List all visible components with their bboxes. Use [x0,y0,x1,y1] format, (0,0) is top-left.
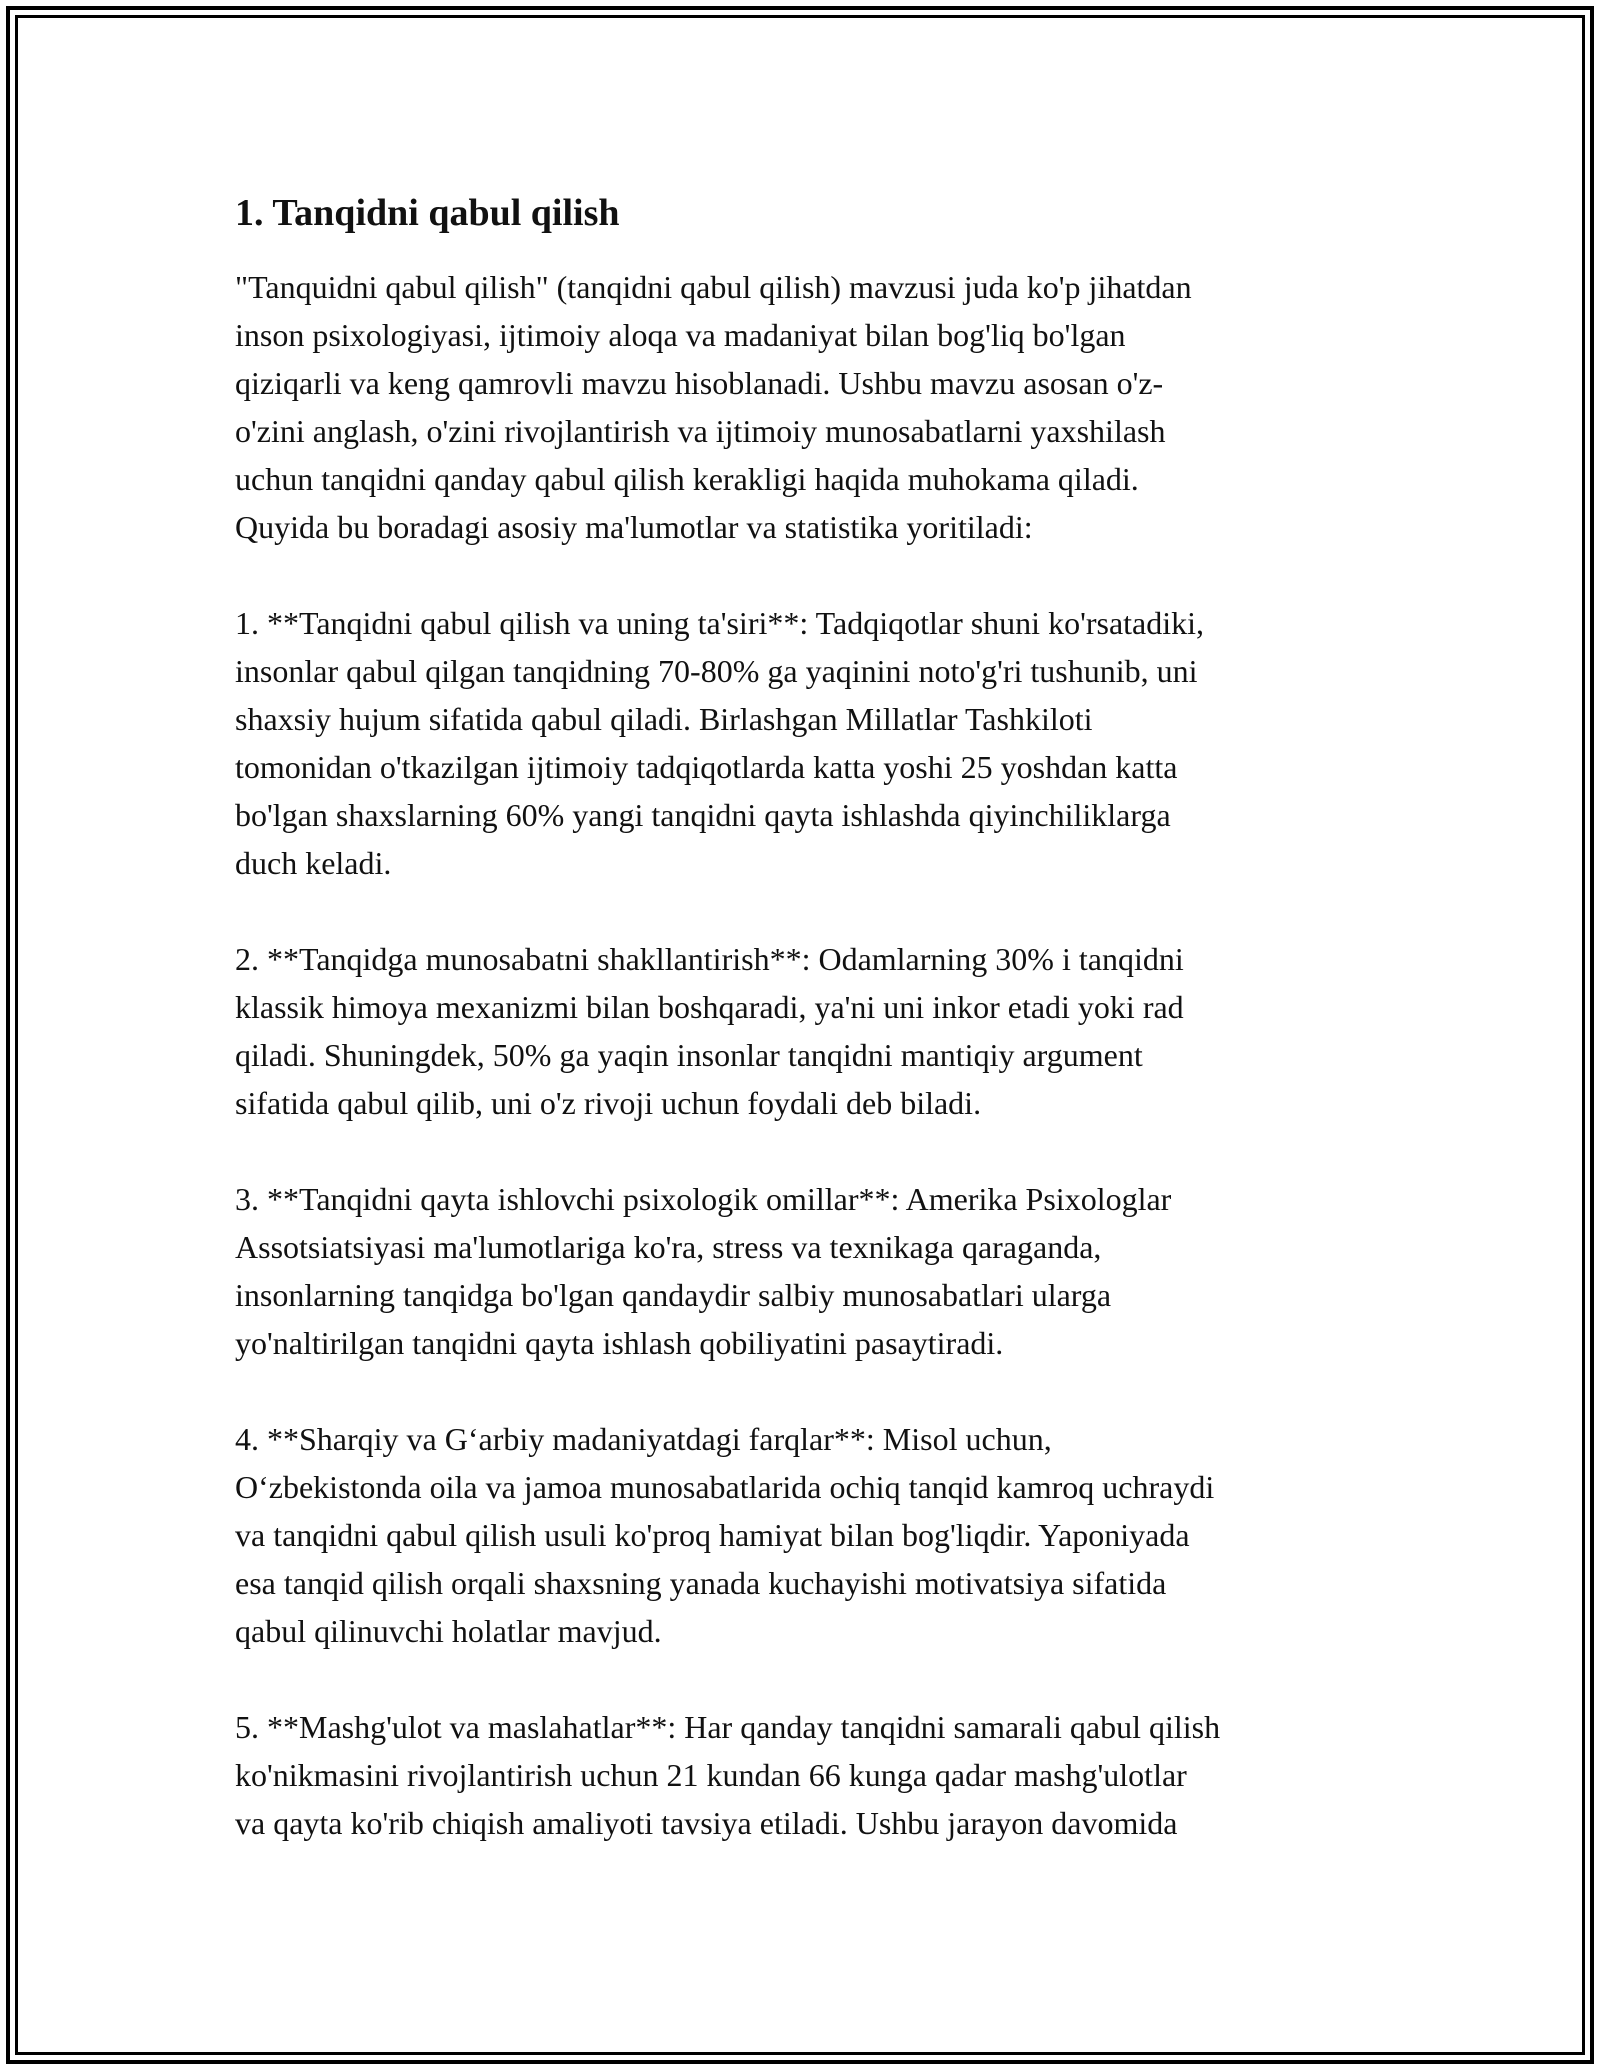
point-2-paragraph: 2. **Tanqidga munosabatni shakllantirish**: Odamlarning 30% i tanqidni klassik himoya mexanizmi bilan boshqaradi, ya'ni uni inkor etadi yoki rad qiladi. Shuningdek, 50% ga yaqin insonlar tanqidni mantiqiy argument sifatida qabul qilib, uni o'z rivoji uchun foydali deb biladi. [235,941,1184,1121]
section-heading: 1. Tanqidni qabul qilish [235,192,620,234]
point-4-paragraph: 4. **Sharqiy va G‘arbiy madaniyatdagi farqlar**: Misol uchun, O‘zbekistonda oila va jamoa munosabatlarida ochiq tanqid kamroq uchraydi va tanqidni qabul qilish usuli ko'proq hamiyat bilan bog'liqdir. Yaponiyada esa tanqid qilish orqali shaxsning yanada kuchayishi motivatsiya sifatida qabul qilinuvchi holatlar mavjud. [235,1421,1215,1649]
point-5-paragraph: 5. **Mashg'ulot va maslahatlar**: Har qanday tanqidni samarali qabul qilish ko'nikmasini rivojlantirish uchun 21 kundan 66 kunga qadar mashg'ulotlar va qayta ko'rib chiqish amaliyoti tavsiya etiladi. Ushbu jarayon davomida [235,1709,1221,1841]
document-body [235,185,1375,1847]
point-3-paragraph: 3. **Tanqidni qayta ishlovchi psixologik omillar**: Amerika Psixologlar Assotsiatsiyasi ma'lumotlariga ko'ra, stress va texnikaga qaraganda, insonlarning tanqidga bo'lgan qandaydir salbiy munosabatlari ularga yo'naltirilgan tanqidni qayta ishlash qobiliyatini pasaytiradi. [235,1181,1172,1361]
intro-paragraph: "Tanquidni qabul qilish" (tanqidni qabul qilish) mavzusi juda ko'p jihatdan inson psixologiyasi, ijtimoiy aloqa va madaniyat bilan bog'liq bo'lgan qiziqarli va keng qamrovli mavzu hisoblanadi. Ushbu mavzu asosan o'z- o'zini anglash, o'zini rivojlantirish va ijtimoiy munosabatlarni yaxshilash uchun tanqidni qanday qabul qilish kerakligi haqida muhokama qiladi. Quyida bu boradagi asosiy ma'lumotlar va statistika yoritiladi: [235,269,1192,545]
point-1-paragraph: 1. **Tanqidni qabul qilish va uning ta'siri**: Tadqiqotlar shuni ko'rsatadiki, insonlar qabul qilgan tanqidning 70-80% ga yaqinini noto'g'ri tushunib, uni shaxsiy hujum sifatida qabul qiladi. Birlashgan Millatlar Tashkiloti tomonidan o'tkazilgan ijtimoiy tadqiqotlarda katta yoshi 25 yoshdan katta bo'lgan shaxslarning 60% yangi tanqidni qayta ishlashda qiyinchiliklarga duch keladi. [235,605,1205,881]
